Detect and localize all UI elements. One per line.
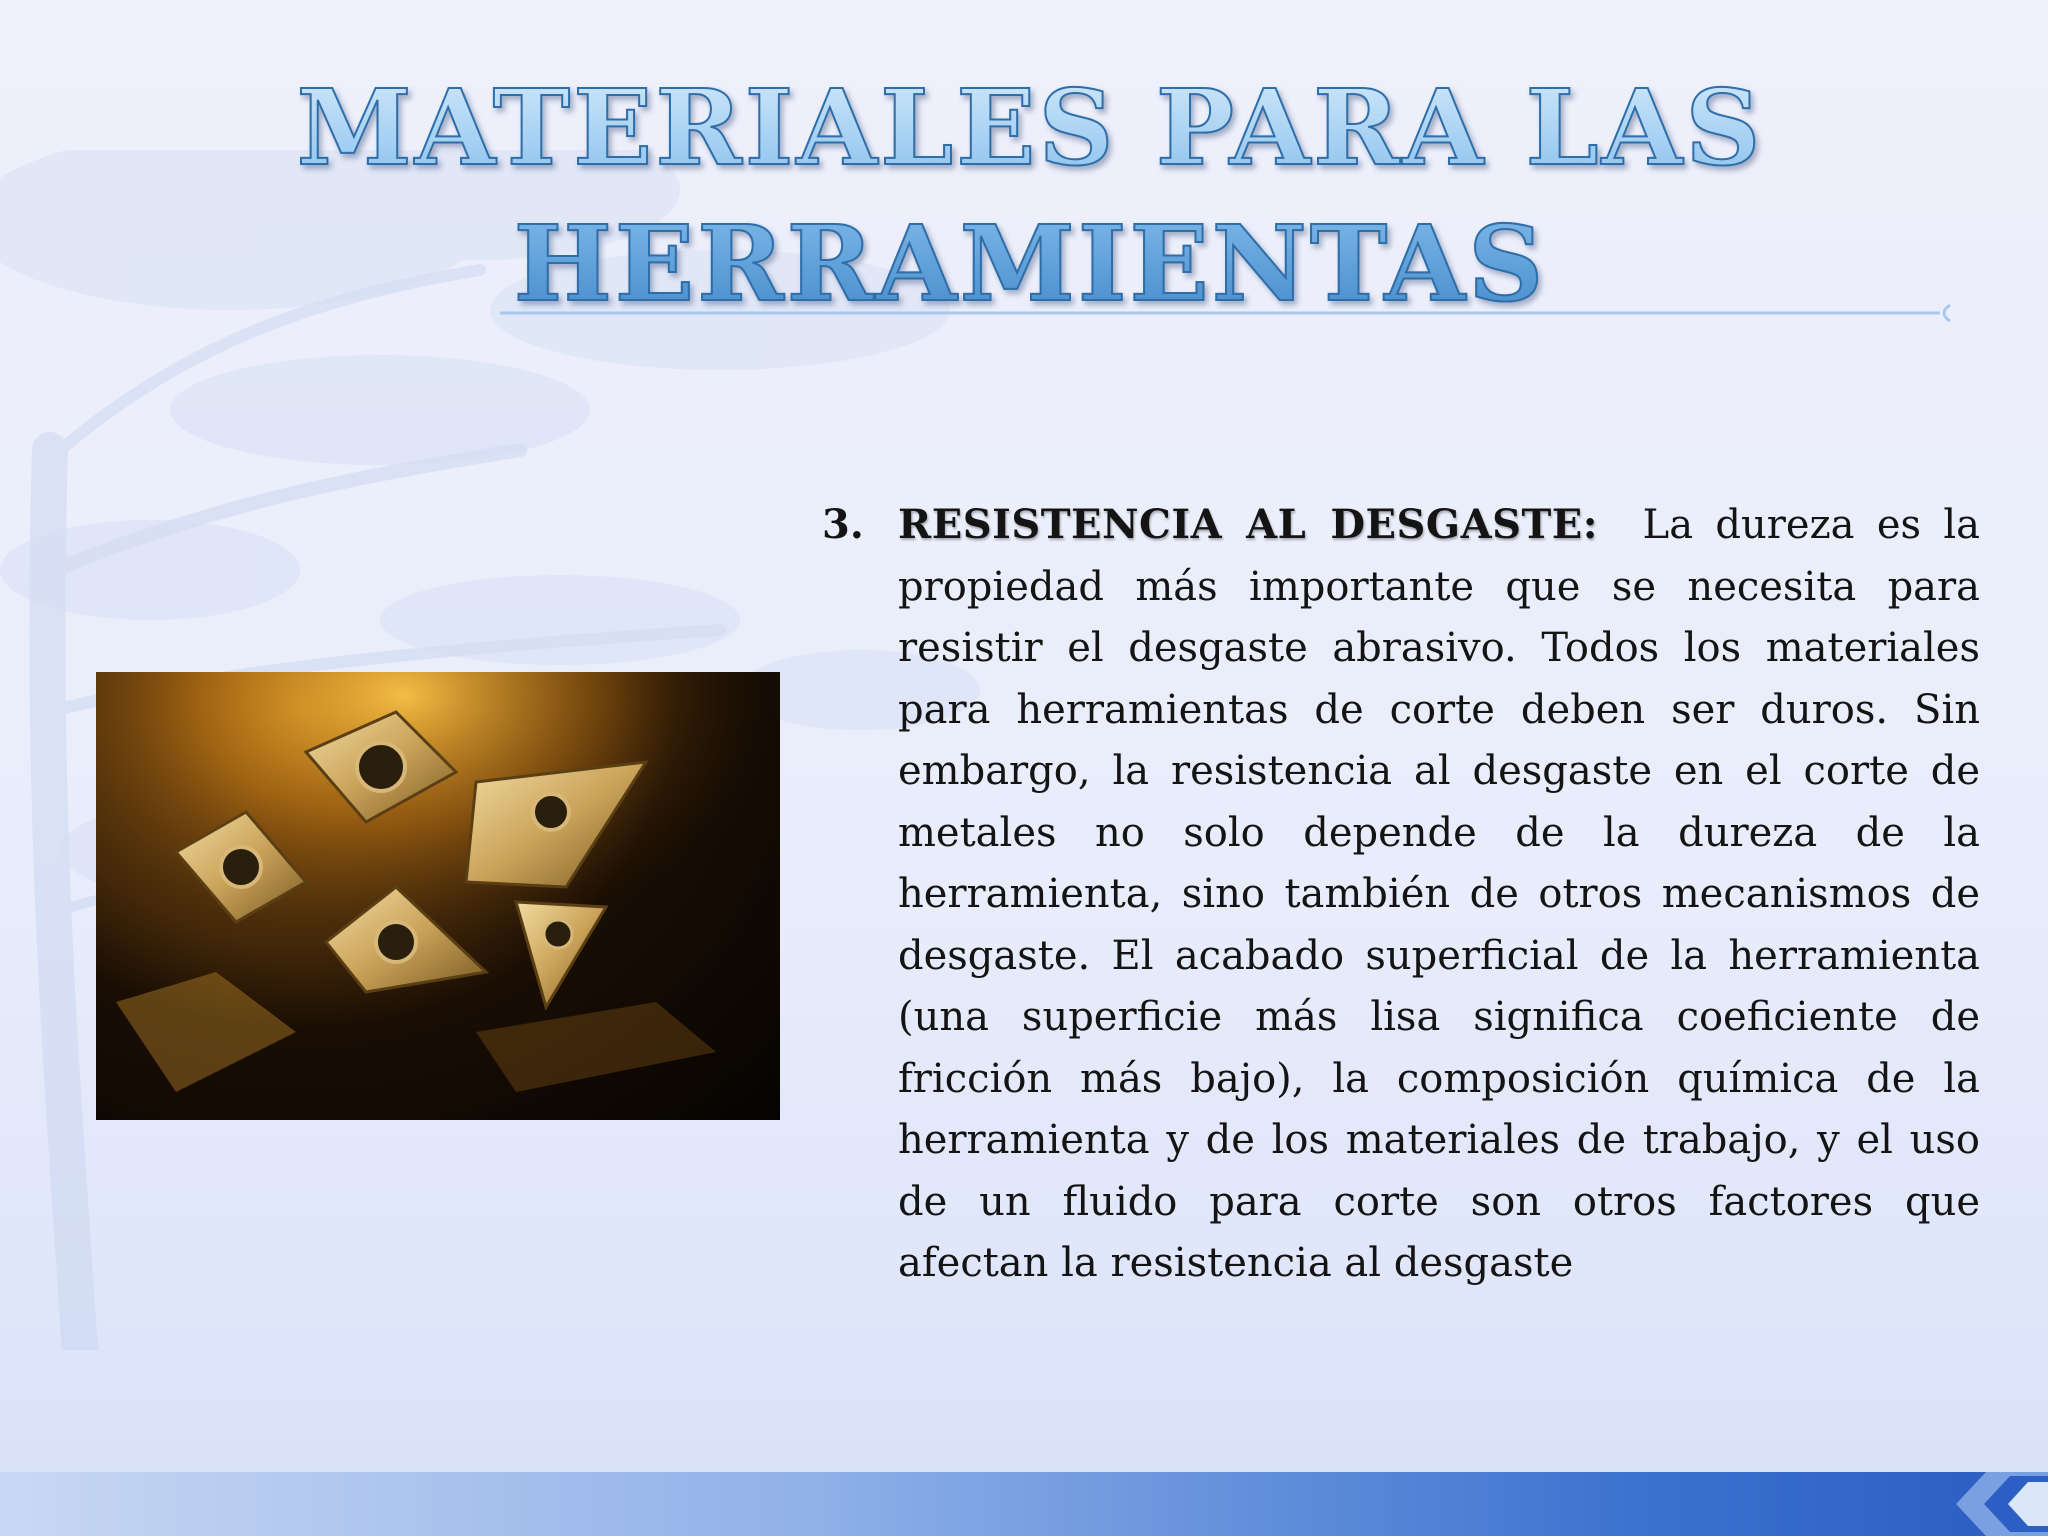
list-number: 3. bbox=[822, 501, 864, 548]
item-body: La dureza es la propiedad más importante que se necesita para resistir el desgaste abrasivo. Todos los materiales para herramientas de corte deben ser duros. Sin embargo, la resistencia al desgaste en el corte de metales no solo depende de la dureza de la herramienta, sino también de otros mecanismos de desgaste. El acabado superficial de la herramienta (una superficie más lisa significa coeficiente de fricción más bajo), la composición química de la herramienta y de los materiales de trabajo, y el uso de un fluido para corte son otros factores que afectan la resistencia al desgaste bbox=[898, 502, 1980, 1286]
slide-body bbox=[822, 494, 1980, 1295]
slide-title bbox=[250, 60, 1810, 332]
title-line-1: MATERIALES PARA LAS bbox=[296, 66, 1764, 189]
list-item bbox=[822, 494, 1980, 1295]
item-heading: RESISTENCIA AL DESGASTE: bbox=[898, 501, 1599, 548]
tool-inserts-image bbox=[96, 672, 780, 1120]
title-line-2: HERRAMIENTAS bbox=[513, 202, 1547, 325]
title-underline bbox=[500, 304, 1955, 322]
cutting-inserts-photo bbox=[96, 672, 780, 1120]
list-item-text bbox=[898, 494, 1980, 1295]
chevron-left-icon bbox=[1928, 1472, 2048, 1536]
footer-bar bbox=[0, 1472, 2048, 1536]
